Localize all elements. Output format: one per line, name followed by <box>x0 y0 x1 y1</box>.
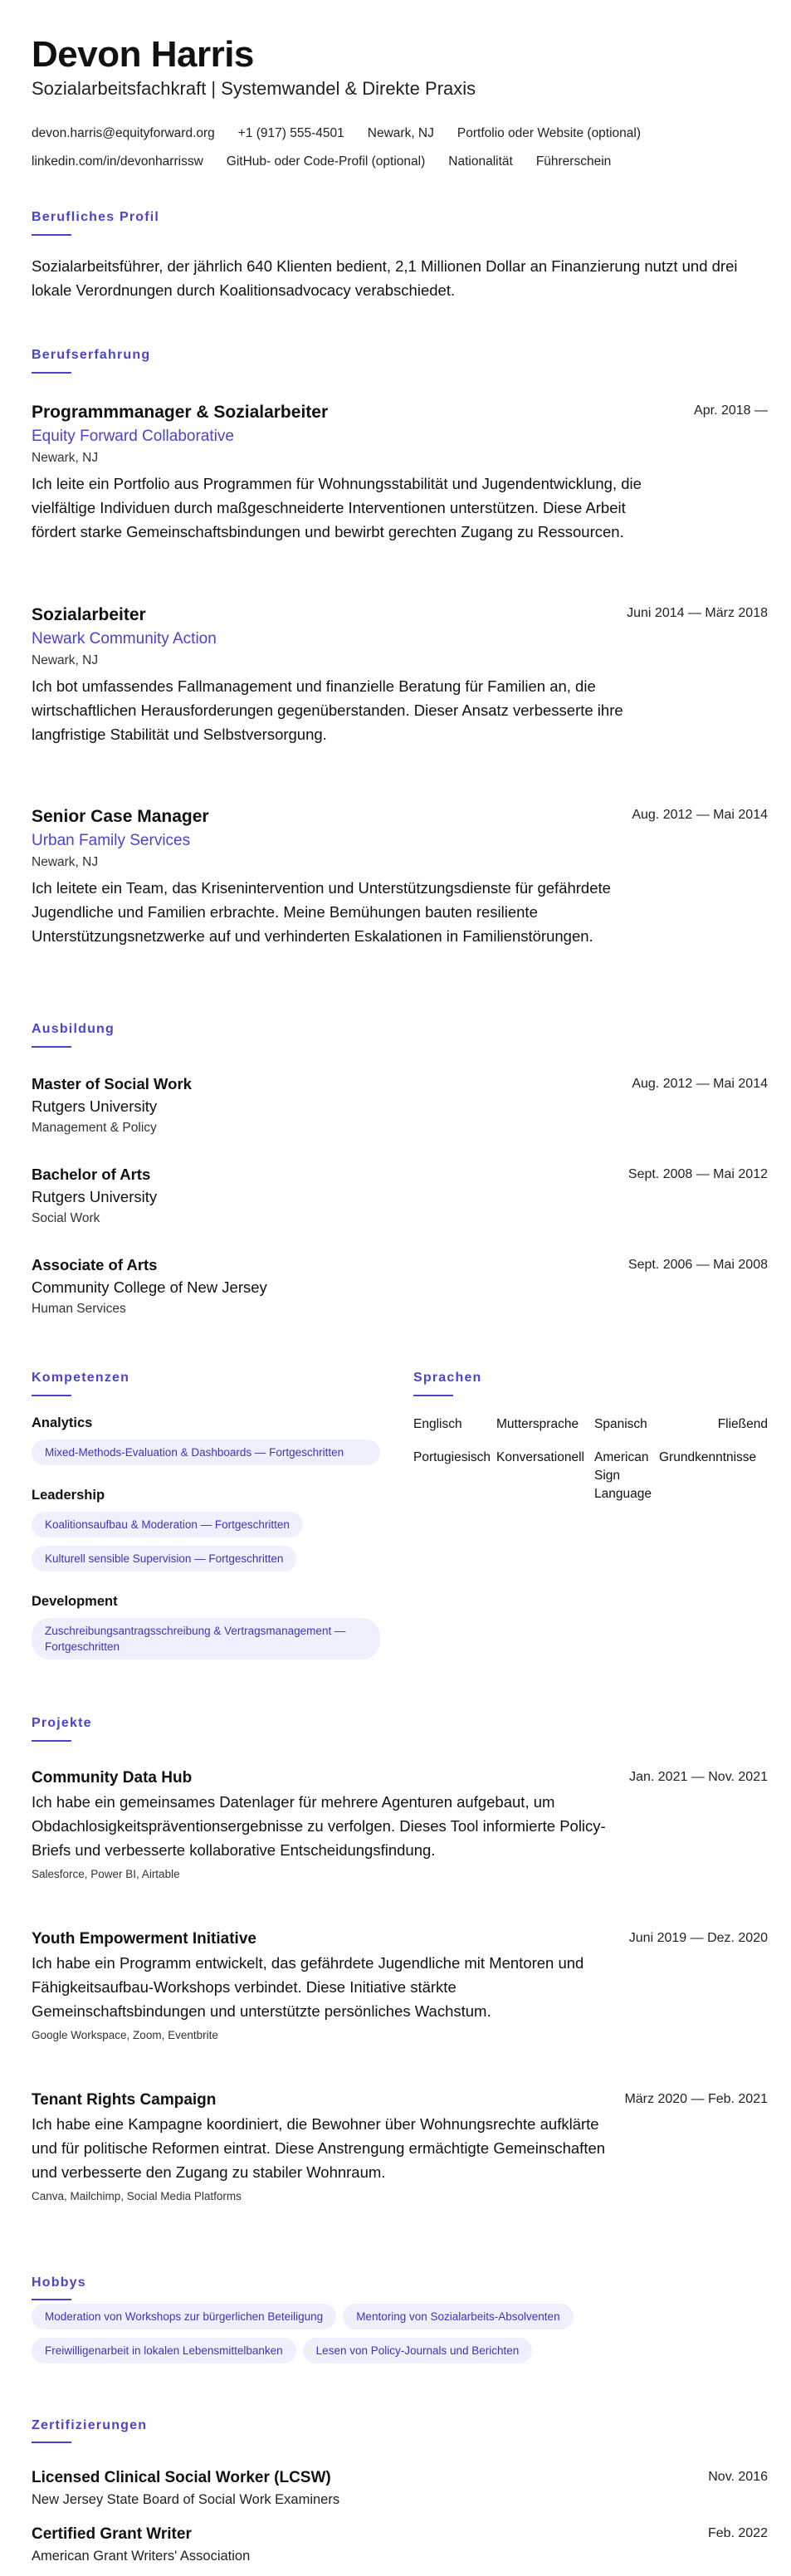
skill-category: Analytics <box>32 1415 93 1430</box>
language-name: American Sign Language <box>594 1450 652 1501</box>
section-divider <box>413 1395 453 1396</box>
field-of-study: Human Services <box>32 1302 126 1316</box>
job-description: Ich bot umfassendes Fallmanagement und finanzielle Beratung für Familien an, die wirtschaftlichen Herausforderungen gegenüberstanden. Dieser Ansatz verbesserte ihre langfristige Stabilität und Selbstversorgung. <box>32 677 623 743</box>
hobby-chip: Mentoring von Sozialarbeits-Absolventen <box>343 2304 573 2329</box>
skills-column <box>32 1413 380 1668</box>
section-title-hobbies: Hobbys <box>32 2275 86 2290</box>
section-title-skills: Kompetenzen <box>32 1371 130 1385</box>
language-name: Portugiesisch <box>413 1450 491 1464</box>
education-date: Aug. 2012 — Mai 2014 <box>632 1077 768 1091</box>
education-item <box>32 1164 768 1229</box>
skill-chip: Kulturell sensible Supervision — Fortgeschritten <box>32 1546 296 1572</box>
field-of-study: Social Work <box>32 1211 100 1225</box>
hobbies-list <box>32 2304 768 2372</box>
school-name: Rutgers University <box>32 1188 158 1205</box>
language-name: Englisch <box>413 1417 462 1431</box>
job-date: Aug. 2012 — Mai 2014 <box>632 808 768 822</box>
certification-issuer: New Jersey State Board of Social Work Examiners <box>32 2492 340 2507</box>
project-date: Juni 2019 — Dez. 2020 <box>628 1931 768 1945</box>
section-divider <box>32 1740 71 1742</box>
certification-title: Certified Grant Writer <box>32 2525 192 2543</box>
skill-category: Leadership <box>32 1488 105 1503</box>
project-title: Youth Empowerment Initiative <box>32 1930 256 1948</box>
section-title-experience: Berufserfahrung <box>32 348 151 362</box>
education-item <box>32 1073 768 1138</box>
profile-summary: Sozialarbeitsführer, der jährlich 640 Klienten bedient, 2,1 Millionen Dollar an Finanzierung nutzt und drei lokale Verordnungen durch Koalitionsadvocacy verabschiedet. <box>32 257 738 299</box>
language-row <box>413 1449 768 1503</box>
certification-date: Feb. 2022 <box>707 2526 768 2540</box>
section-divider <box>32 1395 71 1396</box>
job-organization: Newark Community Action <box>32 630 217 648</box>
section-title-certifications: Zertifizierungen <box>32 2418 148 2432</box>
contact-location: Newark, NJ <box>367 126 434 140</box>
project-title: Tenant Rights Campaign <box>32 2091 217 2109</box>
contact-license: Führerschein <box>535 154 612 169</box>
school-name: Rutgers University <box>32 1097 158 1115</box>
section-divider <box>32 2442 71 2443</box>
certification-item <box>32 2523 768 2566</box>
project-tools: Salesforce, Power BI, Airtable <box>32 1868 180 1880</box>
project-description: Ich habe eine Kampagne koordiniert, die Bewohner über Wohnungsrechte aufklärte und für politische Reformen eintrat. Diese Anstrengung ermächtigte Gemeinschaften und verbesserte den Zugang zu stabiler Wohnraum. <box>32 2115 606 2181</box>
certification-date: Nov. 2016 <box>708 2470 768 2484</box>
experience-item <box>32 603 768 746</box>
project-date: Jan. 2021 — Nov. 2021 <box>629 1770 768 1784</box>
section-divider <box>32 372 71 374</box>
skill-category: Development <box>32 1594 118 1609</box>
certification-issuer: American Grant Writers' Association <box>32 2549 251 2564</box>
project-date: März 2020 — Feb. 2021 <box>624 2092 768 2106</box>
job-organization: Urban Family Services <box>32 832 191 849</box>
project-item <box>32 1928 768 2045</box>
contact-phone[interactable]: +1 (917) 555-4501 <box>237 126 344 140</box>
candidate-name: Devon Harris <box>32 34 254 75</box>
contact-row <box>32 120 768 148</box>
degree-title: Associate of Arts <box>32 1256 158 1273</box>
section-divider <box>32 234 71 236</box>
language-level: Konversationell <box>496 1450 584 1464</box>
section-title-education: Ausbildung <box>32 1022 115 1036</box>
section-divider <box>32 2299 71 2300</box>
project-description: Ich habe ein Programm entwickelt, das gefährdete Jugendliche mit Mentoren und Fähigkeitsaufbau-Workshops verbindet. Diese Initiative stärkte Gemeinschaftsbindungen und unterstützte persönliches Wachstum. <box>32 1954 584 2020</box>
job-location: Newark, NJ <box>32 855 99 869</box>
project-description: Ich habe ein gemeinsames Datenlager für mehrere Agenturen aufgebaut, um Obdachlosigkeitspräventionsergebnisse zu verfolgen. Dieses Tool informierte Policy-Briefs und verbesserte kollaborative Entscheidungsfindung. <box>32 1793 606 1859</box>
job-date: Juni 2014 — März 2018 <box>627 606 768 620</box>
job-description: Ich leite ein Portfolio aus Programmen für Wohnungsstabilität und Jugendentwicklung, die vielfältige Individuen durch maßgeschneiderte Interventionen unterstützen. Diese Arbeit fördert starke Gemeinschaftsbindungen und bewirbt gerechten Zugang zu Ressourcen. <box>32 475 642 540</box>
contact-portfolio[interactable]: Portfolio oder Website (optional) <box>457 126 642 140</box>
experience-item <box>32 804 768 948</box>
school-name: Community College of New Jersey <box>32 1278 267 1296</box>
project-item <box>32 2089 768 2206</box>
contact-github[interactable]: GitHub- oder Code-Profil (optional) <box>226 154 426 169</box>
contact-linkedin[interactable]: linkedin.com/in/devonharrissw <box>32 154 203 169</box>
section-title-projects: Projekte <box>32 1716 92 1730</box>
skill-chip: Zuschreibungsantragsschreibung & Vertragsmanagement — Fortgeschritten <box>32 1618 380 1659</box>
field-of-study: Management & Policy <box>32 1121 157 1135</box>
project-tools: Canva, Mailchimp, Social Media Platforms <box>32 2190 242 2202</box>
skill-chip: Mixed-Methods-Evaluation & Dashboards — Fortgeschritten <box>32 1440 380 1465</box>
project-tools: Google Workspace, Zoom, Eventbrite <box>32 2029 218 2041</box>
job-description: Ich leitete ein Team, das Krisenintervention und Unterstützungsdienste für gefährdete Jugendliche und Familien erbrachte. Meine Bemühungen bauten resiliente Unterstützungsnetzwerke auf und verhinderten Eskalationen in Familienstörungen. <box>32 879 611 945</box>
project-title: Community Data Hub <box>32 1769 193 1787</box>
language-name: Spanisch <box>594 1417 647 1431</box>
job-organization: Equity Forward Collaborative <box>32 428 234 445</box>
languages-column <box>413 1415 768 1518</box>
language-level: Grundkenntnisse <box>659 1450 757 1464</box>
hobby-chip: Moderation von Workshops zur bürgerlichen Beteiligung <box>32 2304 336 2329</box>
certification-item <box>32 2466 768 2510</box>
degree-title: Bachelor of Arts <box>32 1166 151 1183</box>
job-title: Programmmanager & Sozialarbeiter <box>32 403 329 422</box>
section-title-profile: Berufliches Profil <box>32 210 160 224</box>
language-level: Fließend <box>717 1417 768 1431</box>
hobby-chip: Freiwilligenarbeit in lokalen Lebensmittelbanken <box>32 2338 296 2363</box>
job-date: Apr. 2018 — <box>694 403 768 418</box>
language-level: Muttersprache <box>496 1417 579 1431</box>
job-location: Newark, NJ <box>32 653 99 667</box>
education-item <box>32 1254 768 1319</box>
section-title-languages: Sprachen <box>413 1371 482 1385</box>
skill-chip: Koalitionsaufbau & Moderation — Fortgeschritten <box>32 1512 303 1537</box>
contact-info <box>32 120 768 176</box>
education-date: Sept. 2008 — Mai 2012 <box>627 1167 768 1181</box>
contact-email[interactable]: devon.harris@equityforward.org <box>32 126 215 140</box>
hobby-chip: Lesen von Policy-Journals und Berichten <box>303 2338 533 2363</box>
education-date: Sept. 2006 — Mai 2008 <box>627 1258 768 1272</box>
contact-nationality: Nationalität <box>448 154 513 169</box>
project-item <box>32 1767 768 1884</box>
job-title: Sozialarbeiter <box>32 605 146 624</box>
certification-title: Licensed Clinical Social Worker (LCSW) <box>32 2469 331 2486</box>
job-title: Senior Case Manager <box>32 807 209 826</box>
language-row <box>413 1415 768 1434</box>
candidate-headline: Sozialarbeitsfachkraft | Systemwandel & Direkte Praxis <box>32 78 476 99</box>
section-divider <box>32 1046 71 1048</box>
contact-row <box>32 148 768 176</box>
experience-item <box>32 400 768 544</box>
job-location: Newark, NJ <box>32 451 99 465</box>
degree-title: Master of Social Work <box>32 1075 192 1092</box>
